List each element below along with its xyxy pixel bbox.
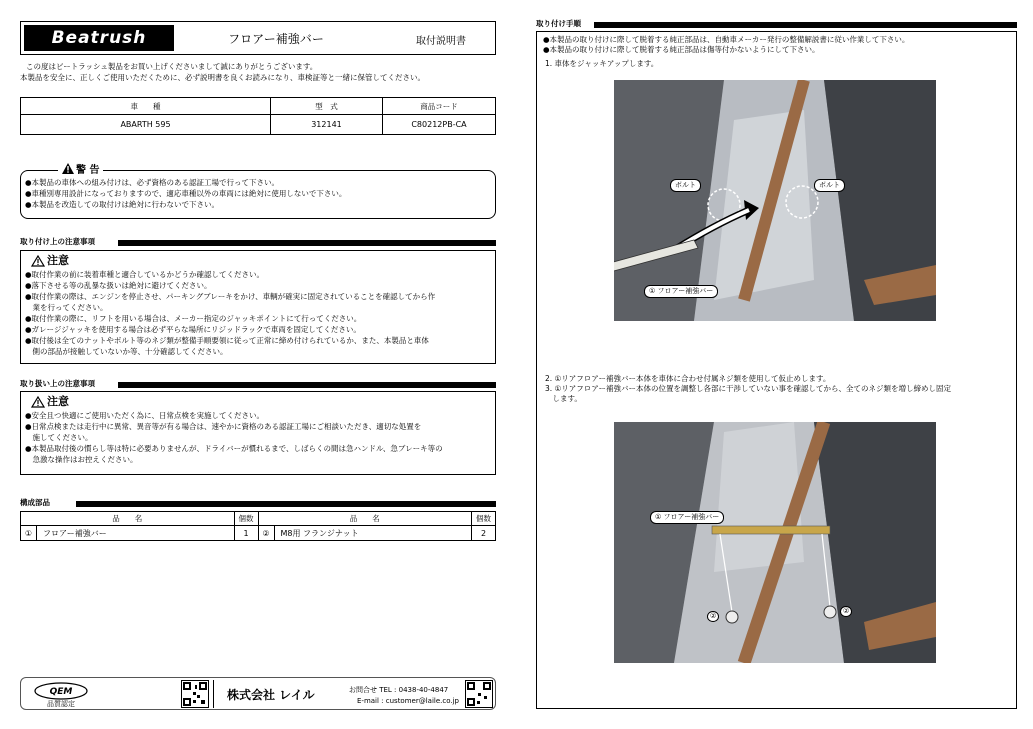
qr-code-icon <box>181 680 209 708</box>
parts-table <box>20 511 496 541</box>
part-callout: ① フロアー補強バー <box>644 285 718 298</box>
warning-title <box>58 161 103 176</box>
quality-label: 品質認定 <box>47 700 75 708</box>
procedure-panel <box>536 31 1017 709</box>
photo-underbody-before <box>614 80 936 321</box>
footer-divider <box>213 680 214 708</box>
handling-note-item: 施してください。 <box>25 433 93 442</box>
part-qty: 1 <box>234 526 258 541</box>
procedure-section-title: 取り付け手順 <box>536 19 585 29</box>
install-note-item: ●取付作業の際に、リフトを用いる場合は、メーカー指定のジャッキポイントにて行ってください。 <box>25 314 362 323</box>
nut-callout-right: ② <box>840 606 852 617</box>
procedure-bullet: ●本製品の取り付けに際して脱着する純正部品は傷等付かないようにして下さい。 <box>543 45 820 54</box>
parts-col-header-name: 品 名 <box>21 512 235 526</box>
svg-text:QEM: QEM <box>49 687 73 697</box>
photo-underbody-after <box>614 422 936 663</box>
intro-line: 本製品を安全に、正しくご使用いただくために、必ず説明書を良くお読みになり、車検証等と一緒に保管してください。 <box>20 73 425 82</box>
cell-model: 312141 <box>271 115 383 135</box>
handling-note-item: ●日常点検または走行中に異常、異音等が有る場合は、速やかに資格のある認証工場にご相談いただき、適切な処置を <box>25 422 422 431</box>
handling-notes-panel <box>20 391 496 475</box>
vehicle-table <box>20 97 496 135</box>
contact-email: E-mail : customer@laile.co.jp <box>357 697 459 705</box>
nut-callout-left: ② <box>707 611 719 622</box>
step-1-text: 1. 車体をジャッキアップします。 <box>545 59 659 68</box>
col-header-code: 商品コード <box>383 98 496 115</box>
warning-item: ●車種別専用設計になっておりますので、適応車種以外の車両には絶対に使用しないで下さい。 <box>25 189 347 198</box>
col-header-model: 型 式 <box>271 98 383 115</box>
install-note-item: ●取付作業の前に装着車種と適合しているかどうか確認してください。 <box>25 270 265 279</box>
col-header-vehicle: 車 種 <box>21 98 271 115</box>
product-name: フロアー補強バー <box>228 32 324 46</box>
caution-triangle-icon <box>31 255 45 267</box>
underbody-photo-2-icon <box>614 422 936 663</box>
part-name: M8用 フランジナット <box>274 526 472 541</box>
cell-vehicle: ABARTH 595 <box>21 115 271 135</box>
handling-notes-section-title: 取り扱い上の注意事項 <box>20 379 99 389</box>
warning-panel <box>20 170 496 219</box>
handling-notes-title-text: 注意 <box>47 395 69 408</box>
handling-note-item: ●本製品取付後の慣らし等は特に必要ありませんが、ドライバーが慣れるまで、しばらくの間は急ハンドル、急ブレーキ等の <box>25 444 443 453</box>
install-note-item: ●取付作業の際は、エンジンを停止させ、パーキングブレーキをかけ、車輌が確実に固定されていることを確認してから作 <box>25 292 436 301</box>
part-name: フロアー補強バー <box>37 526 235 541</box>
intro-line: この度はビートラッシュ製品をお買い上げくださいまして誠にありがとうございます。 <box>26 62 318 71</box>
handling-note-item: 急激な操作はお控えください。 <box>25 455 138 464</box>
parts-row <box>21 526 496 541</box>
install-notes-title <box>25 253 491 269</box>
step-3-text: 3. ①リアフロアー補強バー本体の位置を調整し各部に干渉していない事を確認してから、全てのネジ類を増し締めし固定 <box>545 384 952 393</box>
part-qty: 2 <box>472 526 496 541</box>
handling-note-item: ●安全且つ快適にご使用いただく為に、日常点検を実施してください。 <box>25 411 265 420</box>
procedure-section-bar <box>536 19 1017 29</box>
install-notes-section-title: 取り付け上の注意事項 <box>20 237 99 247</box>
footer <box>20 677 496 710</box>
company-name: 株式会社 レイル <box>227 688 315 702</box>
warning-triangle-icon <box>62 163 74 174</box>
warning-title-text: 警 告 <box>76 165 100 176</box>
warning-item: ●本製品を改造しての取付けは絶対に行わないで下さい。 <box>25 200 220 209</box>
bolt-callout-left: ボルト <box>670 179 701 192</box>
install-note-item: ●取付後は全てのナットやボルト等のネジ類が整備手順要領に従って正常に締め付けられているか、また、本製品と車体 <box>25 336 429 345</box>
cell-code: C80212PB-CA <box>383 115 496 135</box>
parts-section-title: 構成部品 <box>20 498 54 508</box>
part-number: ① <box>21 526 37 541</box>
procedure-bullet: ●本製品の取り付けに際して脱着する純正部品は、自動車メーカー発行の整備解説書に従い作業して下さい。 <box>543 35 910 44</box>
part-callout: ① フロアー補強バー <box>650 511 724 524</box>
install-note-item: ●落下させる等の乱暴な扱いは絶対に避けてください。 <box>25 281 212 290</box>
parts-col-header-name: 品 名 <box>258 512 472 526</box>
document-header <box>20 21 496 55</box>
bolt-callout-right: ボルト <box>814 179 845 192</box>
install-notes-section-bar <box>20 237 496 247</box>
qr-code-icon <box>465 680 493 708</box>
brand-logo: Beatrush <box>24 25 174 51</box>
parts-col-header-qty: 個数 <box>234 512 258 526</box>
step-2-text: 2. ①リアフロアー補強バー本体を車体に合わせ付属ネジ類を使用して仮止めします。 <box>545 374 831 383</box>
install-note-item: 業を行ってください。 <box>25 303 108 312</box>
intro-text <box>20 61 500 83</box>
install-note-item: 側の部品が接触していないか等、十分確認してください。 <box>25 347 228 356</box>
install-note-item: ●ガレージジャッキを使用する場合は必ず平らな場所にリジッドラックで車両を固定してください。 <box>25 325 361 334</box>
caution-triangle-icon <box>31 396 45 408</box>
handling-notes-title <box>25 394 491 410</box>
document-type: 取付説明書 <box>416 36 466 47</box>
parts-section-bar <box>20 498 496 508</box>
warning-item: ●本製品の車体への組み付けは、必ず資格のある認証工場で行って下さい。 <box>25 178 280 187</box>
step-3-text-cont: します。 <box>545 394 582 403</box>
parts-col-header-qty: 個数 <box>472 512 496 526</box>
install-notes-title-text: 注意 <box>47 254 69 267</box>
contact-tel: お問合せ TEL : 0438-40-4847 <box>349 686 449 694</box>
quality-mark-icon <box>33 681 89 701</box>
part-number: ② <box>258 526 274 541</box>
handling-notes-section-bar <box>20 379 496 389</box>
install-notes-panel <box>20 250 496 364</box>
